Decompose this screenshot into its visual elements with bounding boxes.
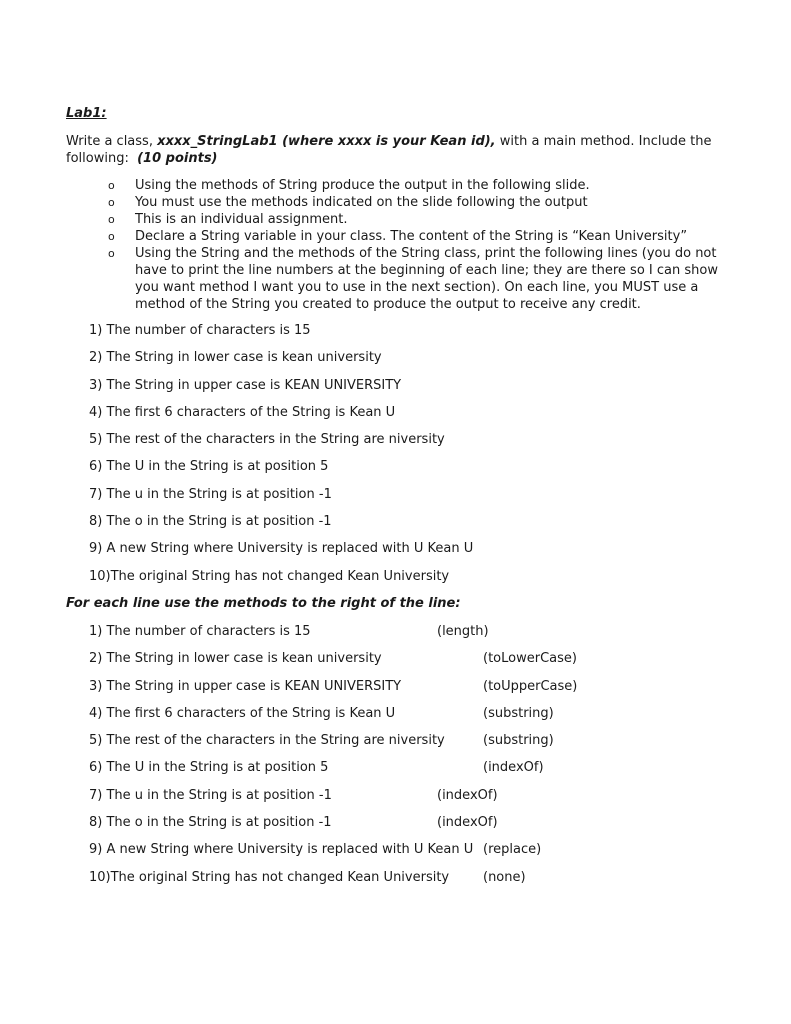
method-name: (toLowerCase) <box>483 651 577 667</box>
method-line-text: 5) The rest of the characters in the String are niversity <box>89 733 445 749</box>
method-line-text: 6) The U in the String is at position 5 <box>89 760 329 776</box>
intro-points: (10 points) <box>137 151 218 166</box>
output-line: 3) The String in upper case is KEAN UNIVERSITY <box>89 377 402 393</box>
output-line: 1) The number of characters is 15 <box>89 323 311 338</box>
intro-paragraph <box>66 133 736 167</box>
method-line-text: 10)The original String has not changed Kean University <box>89 869 450 885</box>
method-line-text: 8) The o in the String is at position -1 <box>89 815 332 831</box>
method-name: (substring) <box>483 705 554 721</box>
method-line <box>89 650 769 677</box>
output-line: 8) The o in the String is at position -1 <box>89 514 332 530</box>
output-line: 5) The rest of the characters in the String are niversity <box>89 432 445 448</box>
method-name: (length) <box>437 624 489 639</box>
method-line <box>89 841 769 868</box>
instruction-text: You must use the methods indicated on the slide following the output <box>135 195 588 210</box>
method-line-text: 4) The first 6 characters of the String is Kean U <box>89 705 396 721</box>
intro-prefix: Write a class, <box>66 134 153 149</box>
output-lines <box>89 322 769 595</box>
method-lines <box>89 623 769 896</box>
method-line <box>89 623 769 650</box>
bullet-circle-icon: o <box>108 247 115 260</box>
bullet-circle-icon: o <box>108 230 115 243</box>
instruction-item <box>108 177 733 194</box>
method-line <box>89 869 769 896</box>
method-line-text: 9) A new String where University is replaced with U Kean U <box>89 842 474 858</box>
method-line <box>89 732 769 759</box>
instruction-item <box>108 194 733 211</box>
method-line <box>89 678 769 705</box>
method-line <box>89 787 769 814</box>
instruction-item <box>108 245 733 313</box>
method-line <box>89 759 769 786</box>
method-line <box>89 705 769 732</box>
intro-class-name: xxxx_StringLab1 (where xxxx is your Kean id), <box>157 134 496 149</box>
instruction-text: Using the methods of String produce the output in the following slide. <box>135 178 590 193</box>
instruction-list <box>108 177 733 313</box>
output-line: 2) The String in lower case is kean university <box>89 350 382 366</box>
method-line-text: 7) The u in the String is at position -1 <box>89 787 332 803</box>
output-line: 9) A new String where University is replaced with U Kean U <box>89 541 474 557</box>
method-line-text: 2) The String in lower case is kean university <box>89 651 382 667</box>
method-line <box>89 814 769 841</box>
instruction-text: This is an individual assignment. <box>135 212 348 227</box>
method-name: (replace) <box>483 842 542 858</box>
method-name: (indexOf) <box>437 787 498 803</box>
instruction-text: Using the String and the methods of the String class, print the following lines (you do not have to print the line numbers at the beginning of each line; they are there so I can show you want method I want you to use in the next section). On each line, you MUST use a method of the String you created to produce the output to receive any credit. <box>135 246 718 312</box>
output-line: 10)The original String has not changed Kean University <box>89 568 450 584</box>
method-line-text: 3) The String in upper case is KEAN UNIVERSITY <box>89 678 402 694</box>
output-line: 4) The first 6 characters of the String is Kean U <box>89 404 396 420</box>
instruction-text: Declare a String variable in your class. The content of the String is “Kean University” <box>135 229 688 244</box>
method-name: (toUpperCase) <box>483 678 578 694</box>
instruction-item <box>108 211 733 228</box>
lab-title: Lab1: <box>66 106 107 121</box>
method-name: (none) <box>483 869 526 885</box>
instruction-item <box>108 228 733 245</box>
method-name: (indexOf) <box>483 760 544 776</box>
bullet-circle-icon: o <box>108 213 115 226</box>
output-line: 6) The U in the String is at position 5 <box>89 459 329 475</box>
methods-heading: For each line use the methods to the right of the line: <box>66 596 461 611</box>
bullet-circle-icon: o <box>108 196 115 209</box>
method-name: (indexOf) <box>437 815 498 831</box>
method-line-text: 1) The number of characters is 15 <box>89 624 311 639</box>
intro-middle: with a main method. Include the following: <box>66 134 712 166</box>
bullet-circle-icon: o <box>108 179 115 192</box>
output-line: 7) The u in the String is at position -1 <box>89 486 332 502</box>
method-name: (substring) <box>483 733 554 749</box>
